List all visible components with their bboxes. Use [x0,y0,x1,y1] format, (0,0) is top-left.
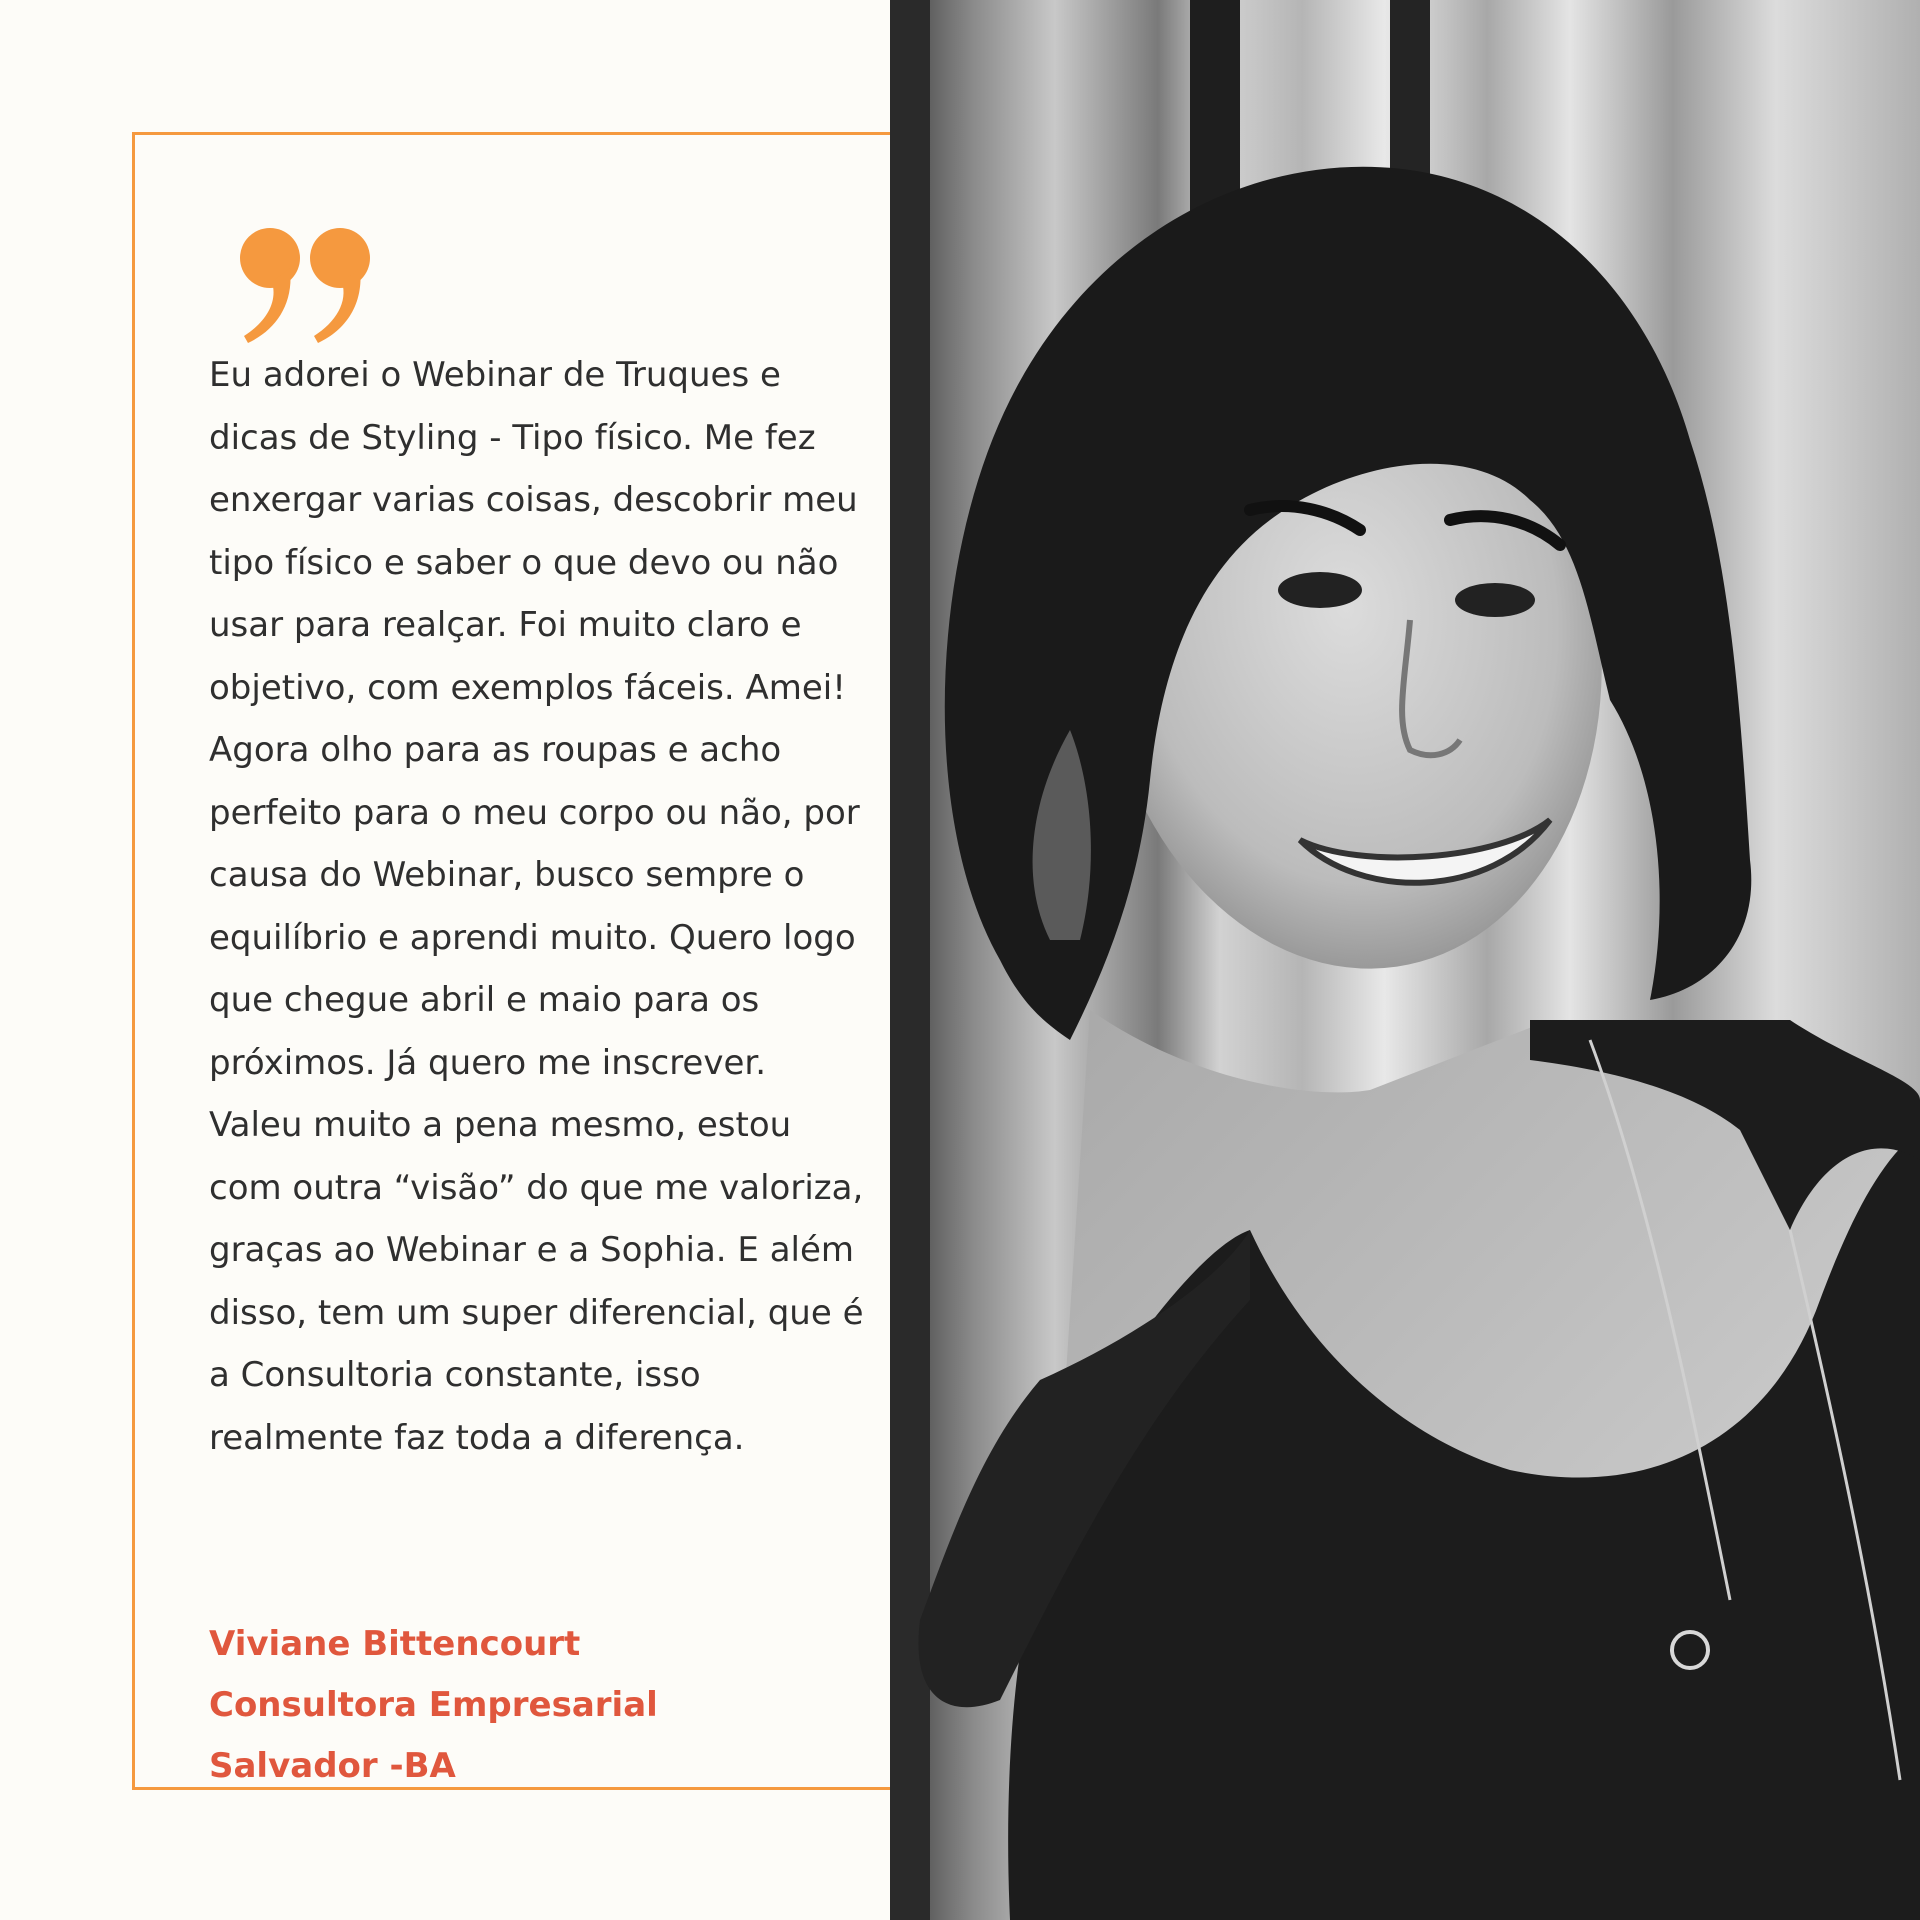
attribution [209,1614,658,1797]
author-location: Salvador -BA [209,1746,456,1786]
portrait-photo [890,0,1920,1920]
closing-quote-icon [232,226,382,344]
testimonial-quote: Eu adorei o Webinar de Truques e dicas de Styling - Tipo físico. Me fez enxergar varias coisas, descobrir meu tipo físico e saber o que devo ou não usar para realçar. Foi muito claro e objetivo, com exemplos fáceis. Amei! Agora olho para as roupas e acho perfeito para o meu corpo ou não, por causa do Webinar, busco sempre o equilíbrio e aprendi muito. Quero logo que chegue abril e maio para os próximos. Já quero me inscrever. Valeu muito a pena mesmo, estou com outra “visão” do que me valoriza, graças ao Webinar e a Sophia. E além disso, tem um super diferencial, que é a Consultoria constante, isso realmente faz toda a diferença. [209,355,864,1458]
author-name: Viviane Bittencourt [209,1624,581,1664]
author-role: Consultora Empresarial [209,1685,658,1725]
